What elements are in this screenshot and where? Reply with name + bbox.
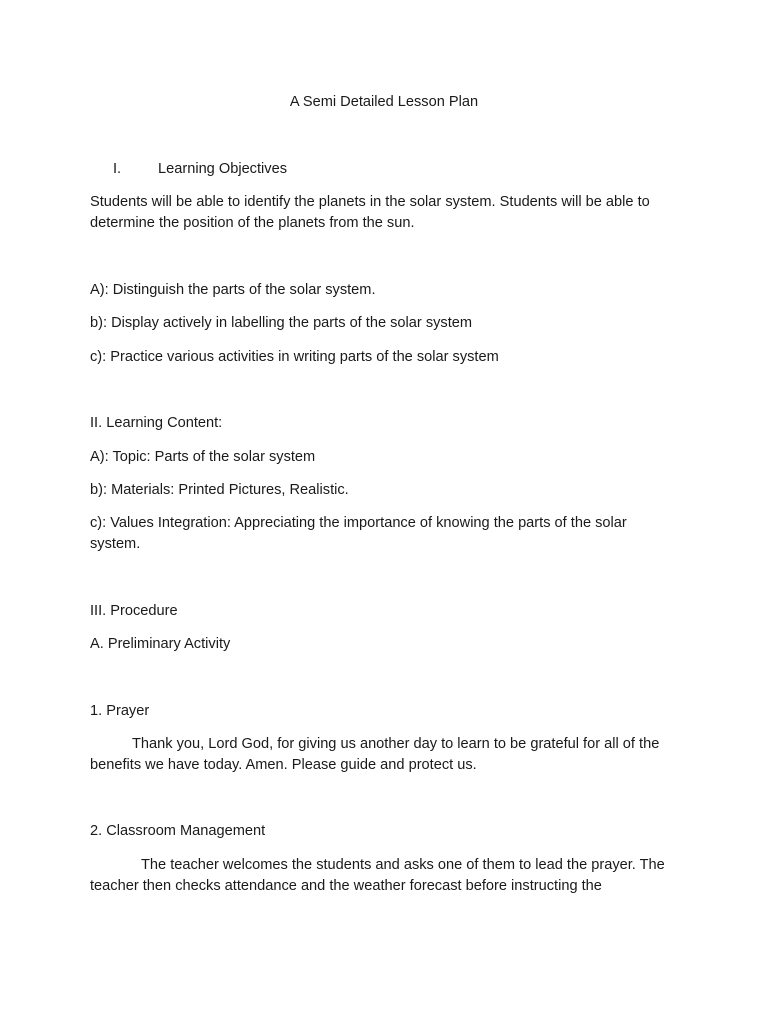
content-item-b: b): Materials: Printed Pictures, Realistic. bbox=[90, 482, 349, 498]
objective-item-c: c): Practice various activities in writing parts of the solar system bbox=[90, 349, 499, 365]
objectives-intro: Students will be able to identify the planets in the solar system. Students will be able to determine the position of the planets from the sun. bbox=[90, 194, 650, 231]
classroom-management-text: The teacher welcomes the students and asks one of them to lead the prayer. The teacher then checks attendance and the weather forecast before instructing the bbox=[90, 857, 665, 894]
prayer-heading: 1. Prayer bbox=[90, 703, 150, 719]
section-2-heading: II. Learning Content: bbox=[90, 415, 223, 431]
preliminary-activity-heading: A. Preliminary Activity bbox=[90, 636, 231, 652]
document-title: A Semi Detailed Lesson Plan bbox=[289, 94, 479, 110]
objective-item-a: A): Distinguish the parts of the solar system. bbox=[90, 282, 376, 298]
content-item-c: c): Values Integration: Appreciating the importance of knowing the parts of the solar system. bbox=[90, 515, 627, 552]
classroom-management-heading: 2. Classroom Management bbox=[90, 823, 266, 839]
section-3-heading: III. Procedure bbox=[90, 603, 178, 619]
prayer-text: Thank you, Lord God, for giving us another day to learn to be grateful for all of the benefits we have today. Amen. Please guide and protect us. bbox=[90, 736, 660, 773]
content-item-a: A): Topic: Parts of the solar system bbox=[90, 449, 316, 465]
section-1-numeral: I. bbox=[113, 161, 122, 177]
objective-item-b: b): Display actively in labelling the parts of the solar system bbox=[90, 315, 473, 331]
section-1-heading: Learning Objectives bbox=[158, 161, 287, 177]
